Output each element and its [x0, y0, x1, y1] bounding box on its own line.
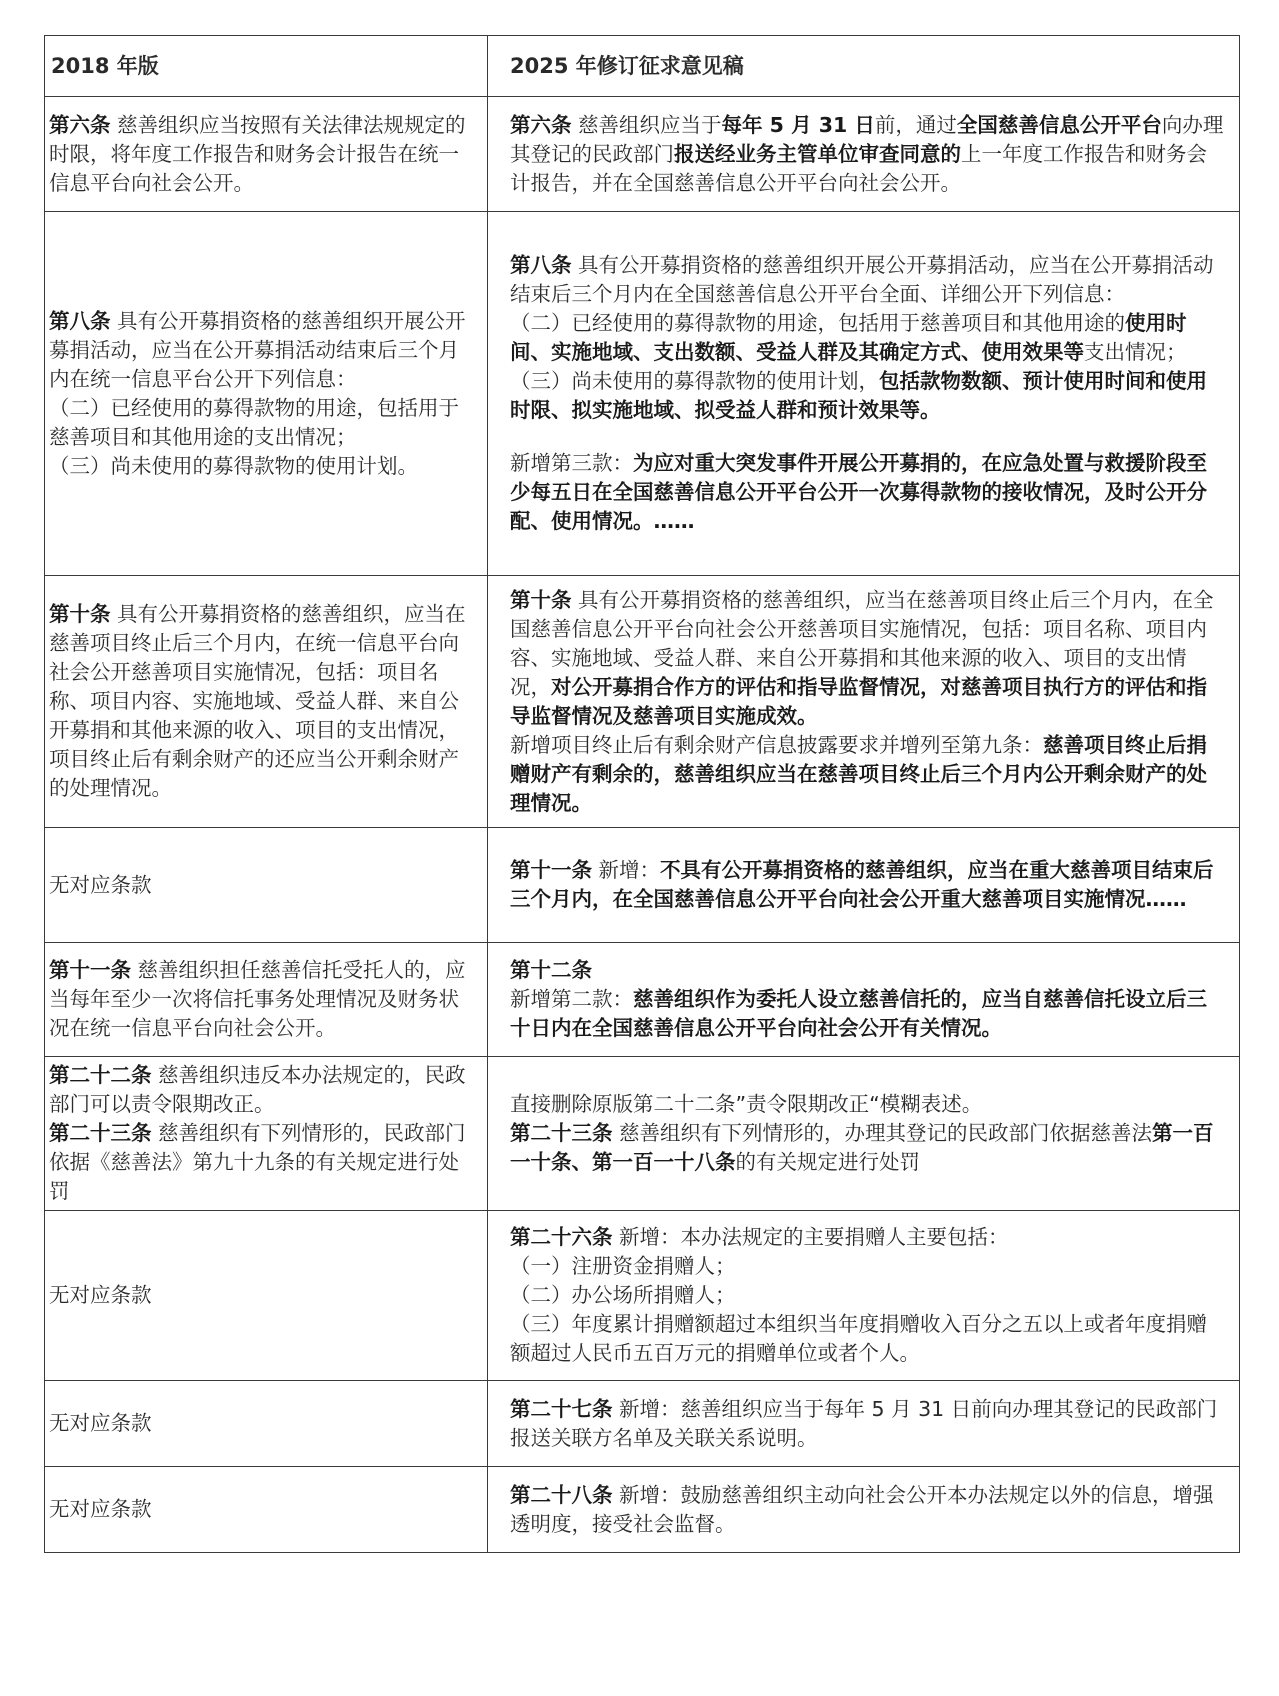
- text-segment: （二）已经使用的募得款物的用途，包括用于慈善项目和其他用途的支出情况；: [49, 395, 459, 449]
- text-segment: 慈善组织有下列情形的，民政部门依据《慈善法》第九十九条的有关规定进行处罚: [49, 1121, 466, 1203]
- paragraph: [49, 1409, 479, 1438]
- bold-text-segment: 第二十六条: [510, 1225, 613, 1249]
- text-segment: 无对应条款: [49, 872, 152, 897]
- paragraph: [49, 394, 479, 452]
- bold-text-segment: 第六条: [510, 112, 572, 137]
- header-2018-version: 2018 年版: [45, 36, 488, 97]
- bold-text-segment: 报送经业务主管单位审查同意的: [674, 141, 961, 166]
- paragraph: [510, 1223, 1227, 1252]
- cell-2018-version: [45, 1381, 488, 1467]
- text-segment: 上一年度工作报告和财务会计报告，并在全国慈善信息公开平台向社会公开。: [510, 141, 1207, 195]
- table-body: [45, 97, 1240, 1553]
- bold-text-segment: 第八条: [510, 253, 572, 277]
- bold-text-segment: 第八条: [49, 308, 111, 333]
- paragraph: [510, 856, 1227, 914]
- paragraph: [510, 449, 1227, 536]
- cell-2018-version: [45, 1057, 488, 1211]
- table-row: [45, 1057, 1240, 1211]
- text-segment: 具有公开募捐资格的慈善组织，应当在慈善项目终止后三个月内，在统一信息平台向社会公开慈善项目实施情况，包括：项目名称、项目内容、实施地域、受益人群、来自公开募捐和其他来源的收入、项目的支出情况，项目终止后有剩余财产的还应当公开剩余财产的处理情况。: [49, 602, 466, 800]
- text-segment: 向办理其登记的民政部门: [510, 112, 1224, 166]
- paragraph: [49, 307, 479, 394]
- bold-text-segment: 全国慈善信息公开平台: [956, 112, 1162, 137]
- paragraph: [510, 731, 1227, 818]
- paragraph: [510, 1252, 1227, 1281]
- paragraph: [49, 111, 479, 198]
- bold-text-segment: 慈善项目终止后捐赠财产有剩余的，慈善组织应当在慈善项目终止后三个月内公开剩余财产的处理情况。: [510, 732, 1207, 815]
- paragraph-gap: [510, 425, 1227, 449]
- bold-text-segment: 第十一条: [49, 958, 131, 982]
- table-row: [45, 212, 1240, 576]
- bold-text-segment: 第十条: [510, 587, 572, 612]
- cell-2018-version: [45, 943, 488, 1057]
- text-segment: 新增第二款：: [510, 987, 633, 1011]
- paragraph: [49, 1281, 479, 1310]
- bold-text-segment: 不具有公开募捐资格的慈善组织，应当在重大慈善项目结束后三个月内，在全国慈善信息公开平台向社会公开重大慈善项目实施情况……: [510, 858, 1214, 911]
- paragraph: [510, 985, 1227, 1043]
- text-segment: 直接删除原版第二十二条”责令限期改正“模糊表述。: [510, 1092, 983, 1116]
- bold-text-segment: 慈善组织作为委托人设立慈善信托的，应当自慈善信托设立后三十日内在全国慈善信息公开平台向社会公开有关情况。: [510, 987, 1207, 1040]
- bold-text-segment: 对公开募捐合作方的评估和指导监督情况，对慈善项目执行方的评估和指导监督情况及慈善项目实施成效。: [510, 674, 1207, 728]
- text-segment: 前，通过: [874, 112, 957, 137]
- cell-2025-draft: [488, 1381, 1240, 1467]
- text-segment: 无对应条款: [49, 1411, 152, 1435]
- text-segment: 慈善组织违反本办法规定的，民政部门可以责令限期改正。: [49, 1063, 466, 1116]
- table-row: [45, 1381, 1240, 1467]
- cell-2025-draft: [488, 1211, 1240, 1381]
- text-segment: 的有关规定进行处罚: [735, 1150, 920, 1174]
- table-row: [45, 1211, 1240, 1381]
- paragraph: [49, 1061, 479, 1119]
- bold-text-segment: 第二十八条: [510, 1482, 613, 1507]
- cell-2018-version: [45, 97, 488, 212]
- text-segment: （一）注册资金捐赠人；: [510, 1254, 736, 1278]
- bold-text-segment: 为应对重大突发事件开展公开募捐的，在应急处置与救援阶段至少每五日在全国慈善信息公开平台公开一次募得款物的接收情况，及时公开分配、使用情况。……: [510, 451, 1207, 533]
- text-segment: 具有公开募捐资格的慈善组织开展公开募捐活动，应当在公开募捐活动结束后三个月内在全国慈善信息公开平台全面、详细公开下列信息：: [510, 253, 1214, 306]
- cell-2025-draft: [488, 212, 1240, 576]
- paragraph: [510, 111, 1227, 198]
- table-header-row: [45, 36, 1240, 97]
- table-row: [45, 943, 1240, 1057]
- table-row: [45, 576, 1240, 828]
- paragraph: [49, 1119, 479, 1206]
- cell-2018-version: [45, 1211, 488, 1381]
- text-segment: 慈善组织有下列情形的，办理其登记的民政部门依据慈善法: [612, 1121, 1153, 1145]
- text-segment: 慈善组织应当按照有关法律法规规定的时限，将年度工作报告和财务会计报告在统一信息平台向社会公开。: [49, 112, 466, 195]
- paragraph: [510, 1481, 1227, 1539]
- text-segment: （三）年度累计捐赠额超过本组织当年度捐赠收入百分之五以上或者年度捐赠额超过人民币五百万元的捐赠单位或者个人。: [510, 1312, 1207, 1365]
- paragraph: [510, 367, 1227, 425]
- cell-2018-version: [45, 1467, 488, 1553]
- paragraph: [510, 586, 1227, 731]
- text-segment: 慈善组织担任慈善信托受托人的，应当每年至少一次将信托事务处理情况及财务状况在统一信息平台向社会公开。: [49, 958, 466, 1040]
- bold-text-segment: 使用时间、实施地域、支出数额、受益人群及其确定方式、使用效果等: [510, 311, 1187, 364]
- text-segment: 新增：慈善组织应当于每年 5 月 31 日前向办理其登记的民政部门报送关联方名单及关联关系说明。: [510, 1396, 1218, 1450]
- paragraph: [49, 1495, 479, 1524]
- bold-text-segment: 每年 5 月 31 日: [721, 112, 875, 137]
- text-segment: 慈善组织应当于: [571, 112, 722, 137]
- text-segment: 新增：本办法规定的主要捐赠人主要包括：: [612, 1225, 1009, 1249]
- text-segment: （三）尚未使用的募得款物的使用计划，: [510, 369, 879, 393]
- paragraph: [49, 871, 479, 900]
- cell-2025-draft: [488, 1467, 1240, 1553]
- cell-2025-draft: [488, 943, 1240, 1057]
- paragraph: [510, 1090, 1227, 1119]
- text-segment: （二）已经使用的募得款物的用途，包括用于慈善项目和其他用途的: [510, 311, 1125, 335]
- bold-text-segment: 第十条: [49, 602, 111, 626]
- header-2025-draft: 2025 年修订征求意见稿: [488, 36, 1240, 97]
- cell-2018-version: [45, 212, 488, 576]
- paragraph: [510, 1119, 1227, 1177]
- text-segment: 新增项目终止后有剩余财产信息披露要求并增列至第九条：: [510, 732, 1043, 757]
- paragraph: [510, 1395, 1227, 1453]
- paragraph: [49, 600, 479, 803]
- comparison-table-wrapper: [44, 35, 1239, 1553]
- cell-2018-version: [45, 828, 488, 943]
- table-row: [45, 828, 1240, 943]
- bold-text-segment: 第六条: [49, 112, 111, 137]
- bold-text-segment: 第一百一十条、第一百一十八条: [510, 1121, 1214, 1174]
- text-segment: 具有公开募捐资格的慈善组织开展公开募捐活动，应当在公开募捐活动结束后三个月内在统一信息平台公开下列信息：: [49, 308, 466, 391]
- text-segment: 无对应条款: [49, 1497, 152, 1521]
- comparison-table: [44, 35, 1240, 1553]
- paragraph: [49, 956, 479, 1043]
- text-segment: （二）办公场所捐赠人；: [510, 1283, 736, 1307]
- text-segment: （三）尚未使用的募得款物的使用计划。: [49, 453, 418, 478]
- paragraph: [510, 251, 1227, 309]
- cell-2025-draft: [488, 1057, 1240, 1211]
- bold-text-segment: 包括款物数额、预计使用时间和使用时限、拟实施地域、拟受益人群和预计效果等。: [510, 369, 1207, 422]
- text-segment: 支出情况；: [1084, 340, 1187, 364]
- bold-text-segment: 第二十三条: [510, 1121, 613, 1145]
- cell-2025-draft: [488, 97, 1240, 212]
- text-segment: 新增第三款：: [510, 451, 633, 475]
- bold-text-segment: 第二十二条: [49, 1063, 152, 1087]
- cell-2025-draft: [488, 828, 1240, 943]
- bold-text-segment: 第十二条: [510, 958, 592, 982]
- text-segment: 新增：鼓励慈善组织主动向社会公开本办法规定以外的信息，增强透明度，接受社会监督。: [510, 1482, 1214, 1536]
- text-segment: 具有公开募捐资格的慈善组织，应当在慈善项目终止后三个月内，在全国慈善信息公开平台向社会公开慈善项目实施情况，包括：项目名称、项目内容、实施地域、受益人群、来自公开募捐和其他来源的收入、项目的支出情况，: [510, 587, 1214, 699]
- paragraph: [510, 1281, 1227, 1310]
- paragraph: [510, 309, 1227, 367]
- paragraph: [510, 956, 1227, 985]
- table-row: [45, 97, 1240, 212]
- paragraph: [49, 452, 479, 481]
- paragraph: [510, 1310, 1227, 1368]
- bold-text-segment: 第二十三条: [49, 1121, 152, 1145]
- bold-text-segment: 第二十七条: [510, 1396, 613, 1421]
- cell-2025-draft: [488, 576, 1240, 828]
- bold-text-segment: 第十一条: [510, 858, 592, 882]
- text-segment: 新增：: [592, 858, 661, 882]
- cell-2018-version: [45, 576, 488, 828]
- text-segment: 无对应条款: [49, 1283, 152, 1307]
- table-row: [45, 1467, 1240, 1553]
